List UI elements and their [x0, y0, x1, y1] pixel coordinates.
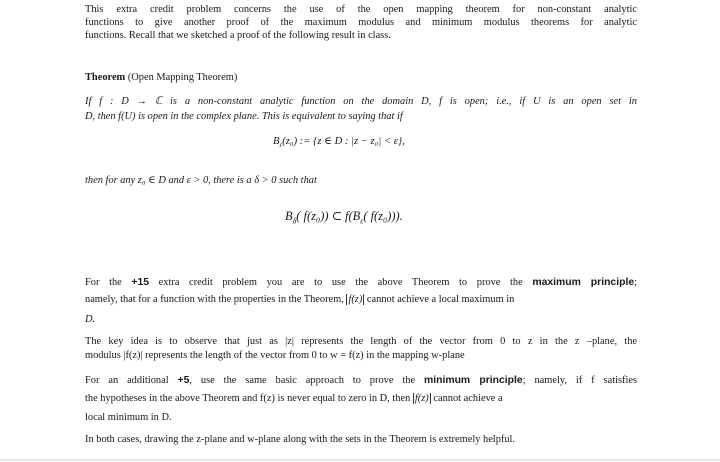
key-idea-line-1: The key idea is to observe that just as |z| represents the length of the vector from 0 to z in the z –plane, the [85, 336, 637, 347]
theorem-heading [85, 71, 637, 84]
problem-15-line-1 [85, 276, 637, 289]
maximum-principle-label: maximum principle [532, 277, 635, 288]
theorem-statement-2: D, then f(U) is open in the complex plane. This is equivalent to saying that if [85, 111, 403, 122]
eq1-subscript: ε [279, 141, 283, 150]
problem-5-line-2 [85, 392, 637, 405]
problem-15-line-2-a: namely, that for a function with the properties in the Theorem, [85, 294, 344, 305]
problem-5-line-2-a: the hypotheses in the above Theorem and f(z) is never equal to zero in D, then [85, 393, 411, 404]
problem-15-pre: For the [85, 277, 132, 288]
closing-line: In both cases, drawing the z-plane and w-plane along with the sets in the Theorem is extremely helpful. [85, 434, 516, 445]
theorem-label: Theorem [85, 72, 126, 83]
minimum-principle-label: minimum principle [423, 375, 523, 386]
problem-5-line-3: local minimum in D. [85, 412, 172, 423]
problem-5-pre: For an additional [85, 375, 178, 386]
problem-5-post: ; namely, if f satisfies [522, 375, 638, 386]
problem-15-points: +15 [131, 277, 150, 288]
problem-15-line-2 [85, 293, 637, 306]
problem-5-mid: , use the same basic approach to prove the [189, 375, 424, 386]
theorem-statement-1: If f : D → ℂ is a non-constant analytic function on the domain D, f is open; i.e., if U is an open set in [85, 96, 637, 107]
eq2-symbol: B [285, 209, 293, 223]
eq2-body-1: ( f(z₀)) ⊂ f(B [296, 209, 361, 223]
eq2-body-2: ( f(z₀))). [363, 209, 403, 223]
ball-definition-equation [273, 135, 405, 149]
key-idea-line-2: modulus |f(z)| represents the length of the vector from 0 to w = f(z) in the mapping w-plane [85, 350, 465, 361]
eq1-body: (z₀) := {z ∈ D : |z − z₀| < ε}, [282, 136, 405, 147]
problem-5-points: +5 [177, 375, 190, 386]
problem-15-post: ; [634, 277, 637, 288]
theorem-statement-3: then for any z₀ ∈ D and ε > 0, there is a δ > 0 such that [85, 175, 317, 186]
modulus-expression-2: f(z) [414, 393, 429, 404]
open-mapping-equation [285, 208, 403, 225]
page-bottom-edge [0, 459, 720, 461]
intro-line-1: This extra credit problem concerns the use of the open mapping theorem for non-constant analytic [85, 4, 637, 15]
eq2-subscript-delta: δ [292, 216, 297, 226]
problem-5-line-1 [85, 374, 637, 387]
problem-15-mid: extra credit problem you are to use the above Theorem to prove the [149, 277, 533, 288]
theorem-name: (Open Mapping Theorem) [125, 72, 238, 83]
eq1-symbol: B [273, 136, 280, 147]
problem-15-line-2-b: cannot achieve a local maximum in [366, 294, 515, 305]
intro-line-2: functions to give another proof of the maximum modulus and minimum modulus theorems for analytic [85, 17, 637, 28]
problem-5-line-2-b: cannot achieve a [433, 393, 503, 404]
intro-line-3: functions. Recall that we sketched a proof of the following result in class. [85, 30, 391, 41]
problem-15-line-3: D. [85, 314, 96, 325]
eq2-subscript-epsilon: ε [360, 216, 364, 226]
modulus-expression: f(z) [348, 294, 363, 305]
